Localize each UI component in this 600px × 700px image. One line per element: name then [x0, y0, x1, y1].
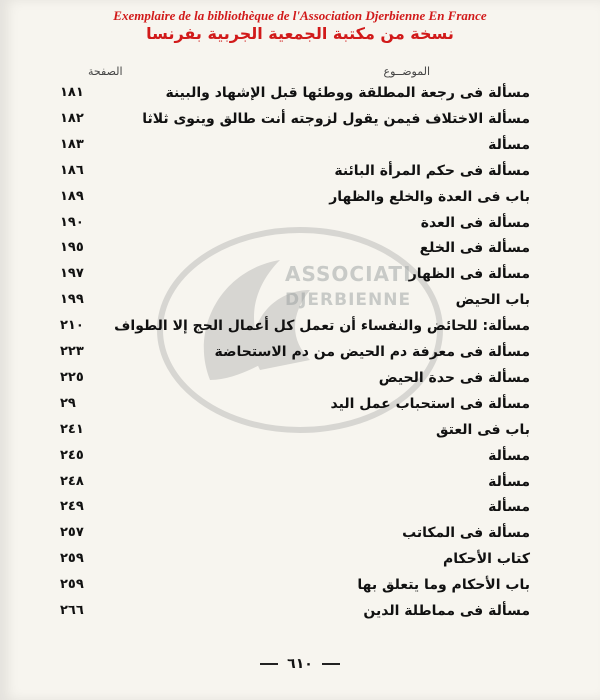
- toc-entry-page: ١٩٥: [60, 240, 84, 256]
- toc-entry: [60, 163, 530, 187]
- toc-entry-title: مسألة فى رجعة المطلقة ووطئها قبل الإشهاد والبينة: [165, 85, 530, 101]
- footer-dash-left: [322, 663, 340, 665]
- page-number: ٦١٠: [287, 656, 313, 672]
- toc-entry-page: ٢٥٩: [60, 551, 84, 567]
- toc-entry-title: مسألة فى حدة الحيض: [378, 369, 530, 386]
- toc-entry-page: ١٩٠: [60, 214, 84, 230]
- toc-entry-title: مسألة: [488, 447, 530, 464]
- toc-entry: [60, 603, 530, 627]
- toc-entry-title: مسألة: [488, 136, 530, 153]
- toc-entry-title: مسألة فى الظهار: [408, 266, 530, 283]
- toc-entry-page: ٢٥٧: [60, 525, 84, 541]
- toc-entry-title: كتاب الأحكام: [442, 551, 530, 568]
- toc-entry-page: ٢٥٩: [60, 577, 84, 593]
- toc-entry: [60, 344, 530, 368]
- toc-entry: [60, 551, 530, 575]
- toc-entry: [60, 189, 530, 213]
- toc-entry: [60, 292, 530, 316]
- toc-entry-page: ١٨٢: [60, 110, 84, 126]
- toc-entry-title: مسألة فى مماطلة الدين: [363, 603, 530, 619]
- toc-entry-title: مسألة: للحائض والنفساء أن تعمل كل أعمال الحج إلا الطواف: [114, 318, 530, 335]
- toc-entry: [60, 396, 530, 420]
- library-stamp-arabic: نسخة من مكتبة الجمعية الجربية بفرنسا: [146, 24, 454, 43]
- toc-entry-page: ٢١٠: [60, 318, 84, 334]
- toc-entry-page: ٢٤٥: [60, 447, 84, 463]
- subject-column-header: الموضــوع: [383, 65, 430, 78]
- toc-entry-title: مسألة فى الخلع: [419, 240, 530, 257]
- toc-entry: [60, 525, 530, 549]
- toc-entry-page: ٢٤١: [60, 421, 84, 437]
- toc-entry: [60, 240, 530, 264]
- toc-entry-page: ٢٤٩: [60, 499, 84, 515]
- toc-entry: [60, 318, 530, 342]
- toc-entry-page: ٢٩: [60, 395, 76, 411]
- toc-entry-page: ١٨٩: [60, 188, 84, 204]
- toc-entry-page: ١٨١: [60, 85, 84, 100]
- toc-entry-title: مسألة الاختلاف فيمن يقول لزوجته أنت طالق وينوى ثلاثا: [142, 110, 530, 127]
- toc-entry-page: ٢٦٦: [60, 603, 84, 618]
- toc-entry: [60, 215, 530, 239]
- toc-entry-page: ١٨٦: [60, 162, 84, 178]
- toc-entry-title: مسألة فى العدة: [420, 214, 530, 231]
- toc-entry-title: باب فى العدة والخلع والظهار: [329, 188, 530, 205]
- toc-entry-title: مسألة فى المكاتب: [402, 525, 530, 542]
- toc-entry-page: ١٩٧: [60, 266, 84, 282]
- toc-entry: [60, 422, 530, 446]
- page-footer: [0, 656, 600, 672]
- page-column-header: الصفحة: [88, 65, 123, 78]
- watermark-text-1: ASSOCIATI: [285, 262, 412, 286]
- toc-entry: [60, 448, 530, 472]
- toc-entry: [60, 85, 530, 109]
- toc-entry: [60, 137, 530, 161]
- toc-entry: [60, 370, 530, 394]
- toc-entry-title: مسألة فى معرفة دم الحيض من دم الاستحاضة: [214, 344, 530, 360]
- toc-entry-title: باب الأحكام وما يتعلق بها: [357, 577, 530, 594]
- toc-entry-title: باب الحيض: [455, 292, 530, 309]
- toc-entry-page: ٢٢٣: [60, 344, 84, 359]
- toc-entry: [60, 266, 530, 290]
- toc-entry-title: باب فى العتق: [436, 421, 530, 438]
- toc-entry-page: ١٩٩: [60, 292, 84, 308]
- toc-entry-page: ٢٢٥: [60, 369, 84, 385]
- toc-entry-title: مسألة فى حكم المرأة البائنة: [334, 162, 530, 179]
- toc-entry-title: مسألة: [488, 473, 530, 490]
- toc-entry-page: ٢٤٨: [60, 473, 84, 489]
- toc-entry: [60, 577, 530, 601]
- toc-entry: [60, 474, 530, 498]
- library-stamp-latin: Exemplaire de la bibliothèque de l'Association Djerbienne En France: [113, 8, 487, 23]
- toc-entry-page: ١٨٣: [60, 136, 84, 152]
- watermark-text-2: DJERBIENNE: [285, 290, 412, 310]
- toc-entry: [60, 111, 530, 135]
- toc-entry-title: مسألة فى استحباب عمل اليد: [330, 395, 530, 412]
- footer-dash-right: [260, 663, 278, 665]
- toc-entry: [60, 499, 530, 523]
- toc-entry-title: مسألة: [488, 499, 530, 516]
